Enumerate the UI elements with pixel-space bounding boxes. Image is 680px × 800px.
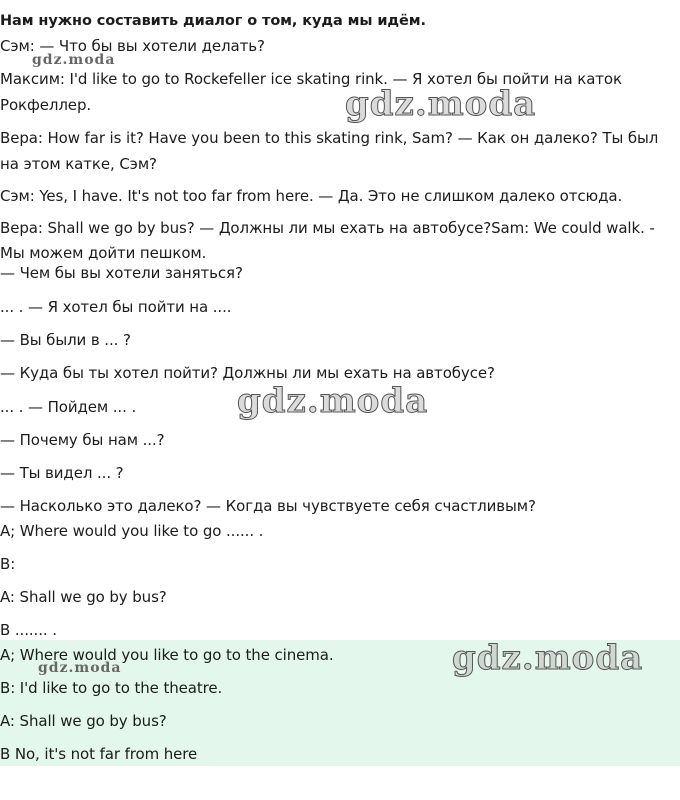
watermark: gdz.moda (237, 381, 429, 421)
phrase-line: — Куда бы ты хотел пойти? Должны ли мы ехать на автобусе? (0, 364, 495, 382)
answer-line: A; Where would you like to go to the cinema. (0, 646, 334, 664)
template-line: A: Shall we go by bus? (0, 588, 167, 606)
watermark: gdz.moda (345, 84, 537, 124)
answer-line: A: Shall we go by bus? (0, 712, 167, 730)
phrase-line: — Вы были в ... ? (0, 331, 131, 349)
template-line: A; Where would you like to go ...... . (0, 522, 264, 540)
phrase-line: — Насколько это далеко? — Когда вы чувствуете себя счастливым? (0, 497, 536, 515)
answer-line: B: I'd like to go to the theatre. (0, 679, 223, 697)
dialogue-line: Сэм: Yes, I have. It's not too far from here. — Да. Это не слишком далеко отсюда. (0, 187, 623, 205)
dialogue-line: Вера: Shall we go by bus? — Должны ли мы ехать на автобусе?Sam: We could walk. - Мы можем дойти пешком. (0, 219, 655, 262)
phrase-line: ... . — Я хотел бы пойти на .... (0, 298, 232, 316)
answer-line: B No, it's not far from here (0, 745, 198, 763)
phrase-line: ... . — Пойдем ... . (0, 398, 137, 416)
template-line: B: (0, 555, 16, 573)
phrase-line: — Чем бы вы хотели заняться? (0, 264, 243, 282)
watermark: gdz.moda (452, 638, 644, 678)
task-title: Нам нужно составить диалог о том, куда мы идём. (0, 13, 426, 29)
dialogue-line: Сэм: — Что бы вы хотели делать? (0, 37, 265, 55)
phrase-line: — Почему бы нам ...? (0, 431, 165, 449)
watermark-small: gdz.moda (38, 660, 122, 676)
template-line: B ....... . (0, 621, 57, 639)
dialogue-line: Вера: How far is it? Have you been to this skating rink, Sam? — Как он далеко? Ты был на этом катке, Сэм? (0, 129, 659, 173)
phrase-line: — Ты видел ... ? (0, 464, 124, 482)
watermark-small: gdz.moda (32, 52, 116, 68)
dialogue-line: Максим: I'd like to go to Rockefeller ice skating rink. — Я хотел бы пойти на каток Рокфеллер. (0, 70, 622, 114)
